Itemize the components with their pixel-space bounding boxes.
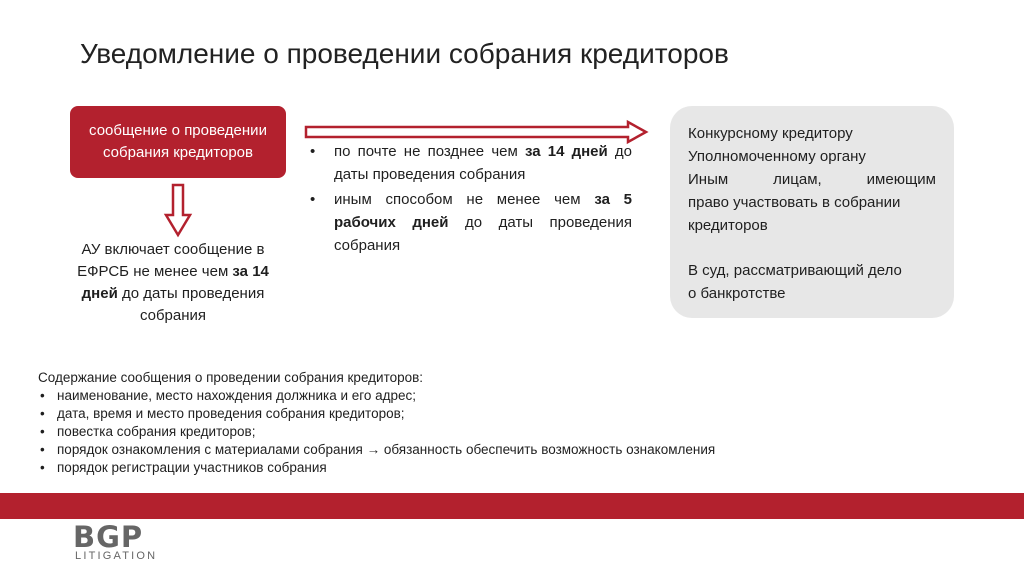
message-content-section <box>38 369 858 477</box>
list-item <box>38 441 858 459</box>
recipients-box <box>670 106 954 318</box>
recipient-line: Конкурсному кредитору <box>688 125 853 142</box>
down-arrow-icon <box>165 185 191 237</box>
content-item-text: порядок ознакомления с материалами собрания <box>57 442 363 457</box>
efrsb-note <box>64 239 282 327</box>
message-box-text: сообщение о проведении собрания кредиторов <box>89 122 267 161</box>
efrsb-note-text: АУ включает сообщение в ЕФРСБ не менее чем <box>77 241 265 280</box>
logo-sub-text: LITIGATION <box>75 550 158 562</box>
list-item <box>38 459 858 477</box>
efrsb-note-deadline: за 14 дней <box>81 263 269 302</box>
recipient-line: право участвовать в собрании <box>688 194 901 211</box>
court-line: о банкротстве <box>688 285 786 302</box>
recipient-line: Уполномоченному органу <box>688 148 866 165</box>
list-item <box>308 188 632 257</box>
list-item <box>308 140 632 186</box>
list-item <box>38 423 858 441</box>
slide-title: Уведомление о проведении собрания кредиторов <box>80 38 729 69</box>
method-text-end: до даты проведения собрания <box>334 143 632 183</box>
notification-methods-list <box>308 140 632 259</box>
content-list <box>38 387 858 477</box>
method-text: иным способом не менее чем <box>334 191 595 208</box>
logo-main-text: BGP <box>73 520 144 554</box>
method-deadline: за 5 рабочих дней <box>334 191 632 231</box>
message-box <box>70 106 286 178</box>
content-item-text: повестка собрания кредиторов; <box>57 424 256 439</box>
footer-red-band <box>0 493 1024 519</box>
content-item-suffix: обязанность обеспечить возможность ознакомления <box>380 442 716 457</box>
recipient-line: Иным лицам, имеющим <box>688 171 936 188</box>
method-deadline: за 14 дней <box>524 143 608 160</box>
efrsb-note-text-end: до даты проведения собрания <box>117 285 265 324</box>
content-item-text: порядок регистрации участников собрания <box>57 460 327 475</box>
right-arrow-glyph-icon: → <box>366 442 381 457</box>
content-item-text: дата, время и место проведения собрания кредиторов; <box>57 406 405 421</box>
content-heading: Содержание сообщения о проведении собрания кредиторов: <box>38 370 424 385</box>
method-text-end: до даты проведения собрания <box>334 214 632 254</box>
list-item <box>38 405 858 423</box>
bgp-logo <box>73 520 173 568</box>
content-item-text: наименование, место нахождения должника и его адрес; <box>57 388 417 403</box>
list-item <box>38 387 858 405</box>
court-line: В суд, рассматривающий дело <box>688 262 902 279</box>
method-text: по почте не позднее чем <box>334 143 525 160</box>
recipient-line: кредиторов <box>688 217 768 234</box>
